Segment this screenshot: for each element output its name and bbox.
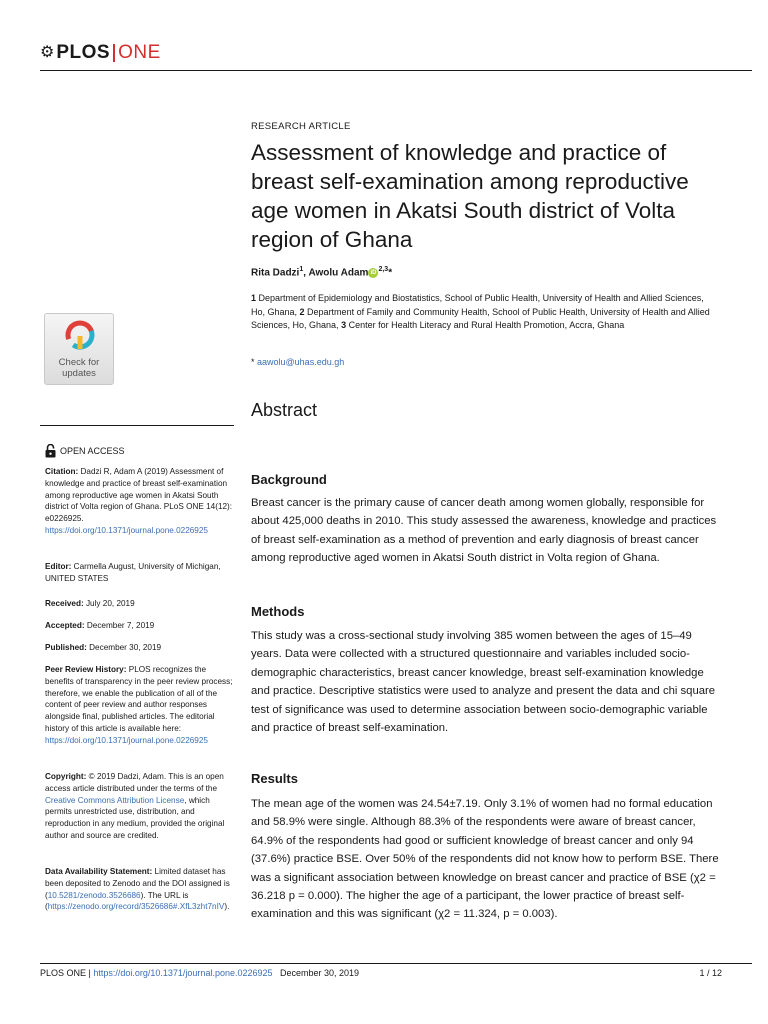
author-affil-sup: 2,3 xyxy=(378,266,389,273)
article-title: Assessment of knowledge and practice of breast self-examination among reproductive age women in Akatsi South district of Volta region of Ghana xyxy=(251,140,689,252)
peer-review-label: Peer Review History: xyxy=(45,665,127,674)
citation-text: Dadzi R, Adam A (2019) Assessment of knowledge and practice of breast self-examination among reproductive age women in Akatsi South district of Volta region of Ghana. PLoS ONE 14(12): e0226925. xyxy=(45,467,233,524)
open-access-label xyxy=(45,444,125,458)
affil-number: 2 xyxy=(299,306,305,317)
copyright-block xyxy=(45,771,235,842)
footer-journal: PLOS ONE | xyxy=(40,968,94,978)
affil-number: 3 xyxy=(341,320,347,330)
author-separator: , xyxy=(303,267,309,279)
published-date: December 30, 2019 xyxy=(86,643,162,652)
check-for-updates-icon xyxy=(65,320,95,350)
citation-label: Citation: xyxy=(45,467,79,476)
affil-text: Department of Epidemiology and Biostatistics, School of Public Health, University of Health and Allied Sciences, Ho, Ghana, xyxy=(251,293,704,317)
peer-review-block xyxy=(45,664,235,747)
citation-doi-link[interactable]: https://doi.org/10.1371/journal.pone.0226925 xyxy=(45,525,208,535)
published-block xyxy=(45,642,235,654)
results-text: The mean age of the women was 24.54±7.19. Only 3.1% of women had no formal education and 58.9% were single. Although 88.3% of the respondents were aware of breast cancer, 64.9% of the respondents had good or sufficient knowledge of breast cancer and only 94 (37.6%) practice BSE. Over 50% of the respondents did not know how to perform BSE. There was a significant association between knowledge on breast cancer and practice of BSE (χ2 = 36.218 p = 0.000). The higher the age of a participant, the lower practice of breast self-examination and this was significant (χ2 = 11.324, p = 0.003). xyxy=(251,798,719,921)
affil-number: 1 xyxy=(251,293,257,303)
zenodo-url-link[interactable]: https://zenodo.org/record/3526686#.XfL3zht7nIV xyxy=(47,902,225,912)
methods-text: This study was a cross-sectional study involving 385 women between the ages of 15–49 years. Data were collected with a structured questionnaire and variables included socio-demographic characteristics, breast cancer knowledge, breast self-examination knowledge and practice. Descriptive statistics were used to analyze and present the data and chi square test of significance was used to determine association between socio-demographic variable and practice of breast self-examination. xyxy=(251,630,716,735)
author-name[interactable]: Rita Dadzi xyxy=(251,267,300,279)
footer-citation xyxy=(40,968,359,978)
sidebar-divider xyxy=(40,425,234,426)
footer-date: December 30, 2019 xyxy=(272,968,360,978)
corresponding-email xyxy=(251,357,344,367)
affil-text: Department of Family and Community Health, School of Public Health, University of Health and Allied Sciences, Ho, Ghana, xyxy=(251,306,710,330)
zenodo-doi-link[interactable]: 10.5281/zenodo.3526686 xyxy=(47,890,141,900)
open-access-text: OPEN ACCESS xyxy=(60,446,125,456)
received-date: July 20, 2019 xyxy=(83,599,135,608)
license-link[interactable]: Creative Commons Attribution License xyxy=(45,795,185,805)
article-type: RESEARCH ARTICLE xyxy=(251,121,351,132)
copyright-text: © 2019 Dadzi, Adam. This is an open access article distributed under the terms of the xyxy=(45,772,224,793)
logo-separator xyxy=(113,44,115,62)
plos-one-logo[interactable] xyxy=(40,42,161,64)
data-availability-label: Data Availability Statement: xyxy=(45,867,153,876)
peer-review-text: PLOS recognizes the benefits of transparency in the peer review process; therefore, we enable the publication of all of the content of peer review and author responses alongside final, published articles. The editorial history of this article is available here: xyxy=(45,665,233,733)
accepted-block xyxy=(45,620,235,632)
affil-text: Center for Health Literacy and Rural Health Promotion, Accra, Ghana xyxy=(346,320,625,330)
open-lock-icon xyxy=(45,444,56,458)
abstract-heading: Abstract xyxy=(251,400,318,420)
footer-doi-link[interactable]: https://doi.org/10.1371/journal.pone.0226925 xyxy=(93,968,273,978)
copyright-text-cont: , which permits unrestricted use, distribution, and reproduction in any medium, provided the original author and source are credited. xyxy=(45,795,225,840)
author-affil-sup: 1 xyxy=(299,266,304,273)
citation-block xyxy=(45,466,235,537)
published-label: Published: xyxy=(45,643,87,652)
data-availability-text-end: ). xyxy=(224,902,230,912)
header-divider xyxy=(40,70,752,71)
page-number: 1 / 12 xyxy=(699,968,722,978)
footer-divider xyxy=(40,963,752,964)
data-availability-block xyxy=(45,866,235,913)
methods-heading: Methods xyxy=(251,604,305,619)
author-name[interactable]: Awolu Adam xyxy=(308,267,369,279)
received-label: Received: xyxy=(45,599,84,608)
peer-review-link[interactable]: https://doi.org/10.1371/journal.pone.0226925 xyxy=(45,735,208,745)
logo-one-text: ONE xyxy=(118,42,161,63)
background-heading: Background xyxy=(251,472,327,487)
editor-block xyxy=(45,561,235,585)
editor-text: Carmella August, University of Michigan, UNITED STATES xyxy=(45,562,221,583)
accepted-label: Accepted: xyxy=(45,621,85,630)
accepted-date: December 7, 2019 xyxy=(84,621,155,630)
plos-gear-icon: ⚙ xyxy=(40,44,55,61)
logo-plos-text: PLOS xyxy=(56,42,111,63)
results-heading: Results xyxy=(251,771,298,786)
corresponding-author-star: * xyxy=(388,267,393,279)
received-block xyxy=(45,598,235,610)
data-availability-text-cont: ). The URL is ( xyxy=(45,890,189,912)
check-for-updates-badge[interactable] xyxy=(44,313,114,385)
editor-label: Editor: xyxy=(45,562,72,571)
email-star: * xyxy=(251,357,258,367)
affiliations xyxy=(251,292,716,333)
copyright-label: Copyright: xyxy=(45,772,87,781)
author-list xyxy=(251,266,392,278)
check-for-updates-label: Check for updates xyxy=(58,357,100,379)
email-link[interactable]: aawolu@uhas.edu.gh xyxy=(257,357,345,367)
background-text: Breast cancer is the primary cause of cancer death among women globally, responsible for about 425,000 deaths in 2010. This study assessed the awareness, knowledge and practices of breast self-examination as a method of prevention and early diagnosis of breast cancer among reproductive aged women in Akatsi South district in Volta region of Ghana. xyxy=(251,497,717,565)
orcid-icon[interactable]: iD xyxy=(370,269,377,276)
data-availability-text: Limited dataset has been deposited to Zenodo and the DOI assigned is ( xyxy=(45,867,230,900)
